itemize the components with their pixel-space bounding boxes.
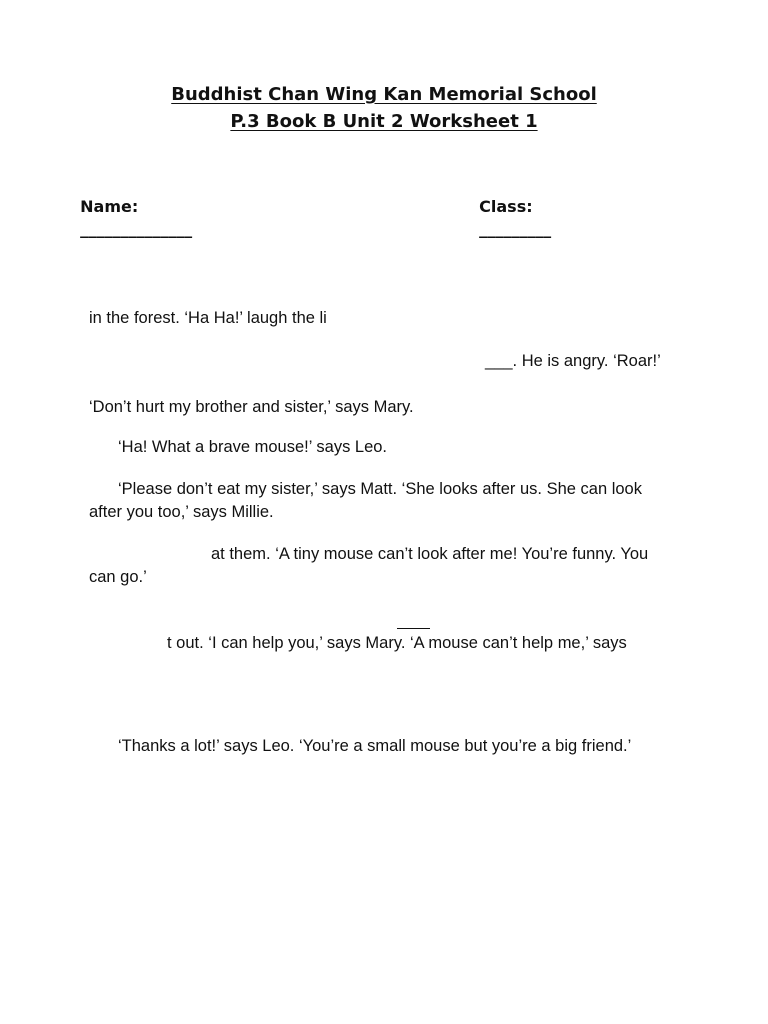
blank-line-mark [397,628,430,629]
worksheet-title [0,110,768,134]
story-line-2: ___. He is angry. ‘Roar!’ [485,352,661,370]
school-name-text: Buddhist Chan Wing Kan Memorial School [171,84,597,105]
name-field[interactable] [69,174,192,240]
class-field[interactable] [468,174,551,240]
story-line-10: ‘Thanks a lot!’ says Leo. ‘You’re a small mouse but you’re a big friend.’ [118,737,632,755]
worksheet-title-text: P.3 Book B Unit 2 Worksheet 1 [230,111,538,132]
class-blank[interactable]: _________ [479,219,552,238]
class-label: Class: [479,197,533,216]
story-line-4: ‘Ha! What a brave mouse!’ says Leo. [118,438,388,456]
story-line-3: ‘Don’t hurt my brother and sister,’ says Mary. [89,398,414,416]
school-name [0,83,768,107]
name-blank[interactable]: ______________ [80,219,193,238]
story-line-9: t out. ‘I can help you,’ says Mary. ‘A mouse can’t help me,’ says [167,634,627,652]
story-line-1: in the forest. ‘Ha Ha!’ laugh the li [89,309,327,327]
story-line-5: ‘Please don’t eat my sister,’ says Matt. ‘She looks after us. She can look [118,480,642,498]
story-line-7: at them. ‘A tiny mouse can’t look after me! You’re funny. You [211,545,649,563]
name-label: Name: [80,197,139,216]
story-line-6: after you too,’ says Millie. [89,503,274,521]
story-line-8: can go.’ [89,568,147,586]
